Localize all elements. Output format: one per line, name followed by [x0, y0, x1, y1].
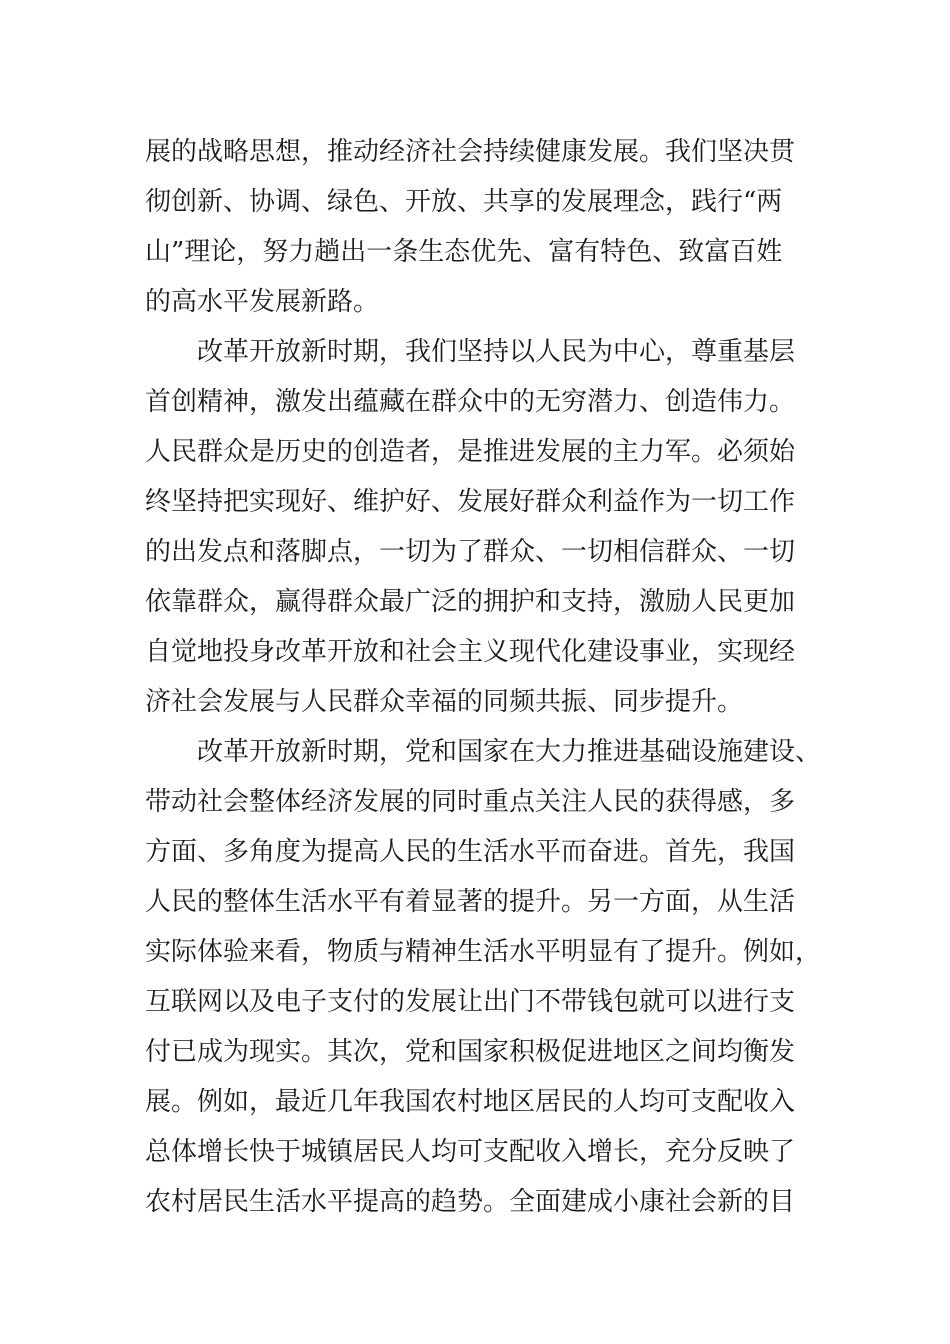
- paragraph-line: 互联网以及电子支付的发展让出门不带钱包就可以进行支: [145, 987, 796, 1017]
- paragraph-line: 展。例如，最近几年我国农村地区居民的人均可支配收入: [145, 1087, 796, 1117]
- paragraph-line: 展的战略思想，推动经济社会持续健康发展。我们坚决贯: [145, 137, 796, 167]
- paragraph-line: 改革开放新时期，我们坚持以人民为中心，尊重基层: [197, 337, 796, 367]
- paragraph-line: 付已成为现实。其次，党和国家积极促进地区之间均衡发: [145, 1037, 796, 1067]
- paragraph-line: 实际体验来看，物质与精神生活水平明显有了提升。例如，: [145, 937, 822, 967]
- paragraph-line: 人民的整体生活水平有着显著的提升。另一方面，从生活: [145, 887, 796, 917]
- paragraph-line: 方面、多角度为提高人民的生活水平而奋进。首先，我国: [145, 837, 796, 867]
- paragraph-line: 首创精神，激发出蕴藏在群众中的无穷潜力、创造伟力。: [145, 387, 796, 417]
- paragraph-line: 自觉地投身改革开放和社会主义现代化建设事业，实现经: [145, 637, 796, 667]
- paragraph-line: 济社会发展与人民群众幸福的同频共振、同步提升。: [145, 687, 744, 717]
- paragraph-line: 依靠群众，赢得群众最广泛的拥护和支持，激励人民更加: [145, 587, 796, 617]
- paragraph-line: 总体增长快于城镇居民人均可支配收入增长，充分反映了: [145, 1137, 796, 1167]
- paragraph-line: 彻创新、协调、绿色、开放、共享的发展理念，践行“两: [145, 187, 783, 217]
- paragraph-line: 的高水平发展新路。: [145, 287, 380, 317]
- paragraph-line: 改革开放新时期，党和国家在大力推进基础设施建设、: [197, 737, 822, 767]
- paragraph-line: 山”理论，努力趟出一条生态优先、富有特色、致富百姓: [145, 237, 783, 267]
- paragraph-line: 农村居民生活水平提高的趋势。全面建成小康社会新的目: [145, 1187, 796, 1217]
- paragraph-line: 人民群众是历史的创造者，是推进发展的主力军。必须始: [145, 437, 796, 467]
- paragraph-line: 的出发点和落脚点，一切为了群众、一切相信群众、一切: [145, 537, 796, 567]
- paragraph-line: 带动社会整体经济发展的同时重点关注人民的获得感，多: [145, 787, 796, 817]
- paragraph-line: 终坚持把实现好、维护好、发展好群众利益作为一切工作: [145, 487, 796, 517]
